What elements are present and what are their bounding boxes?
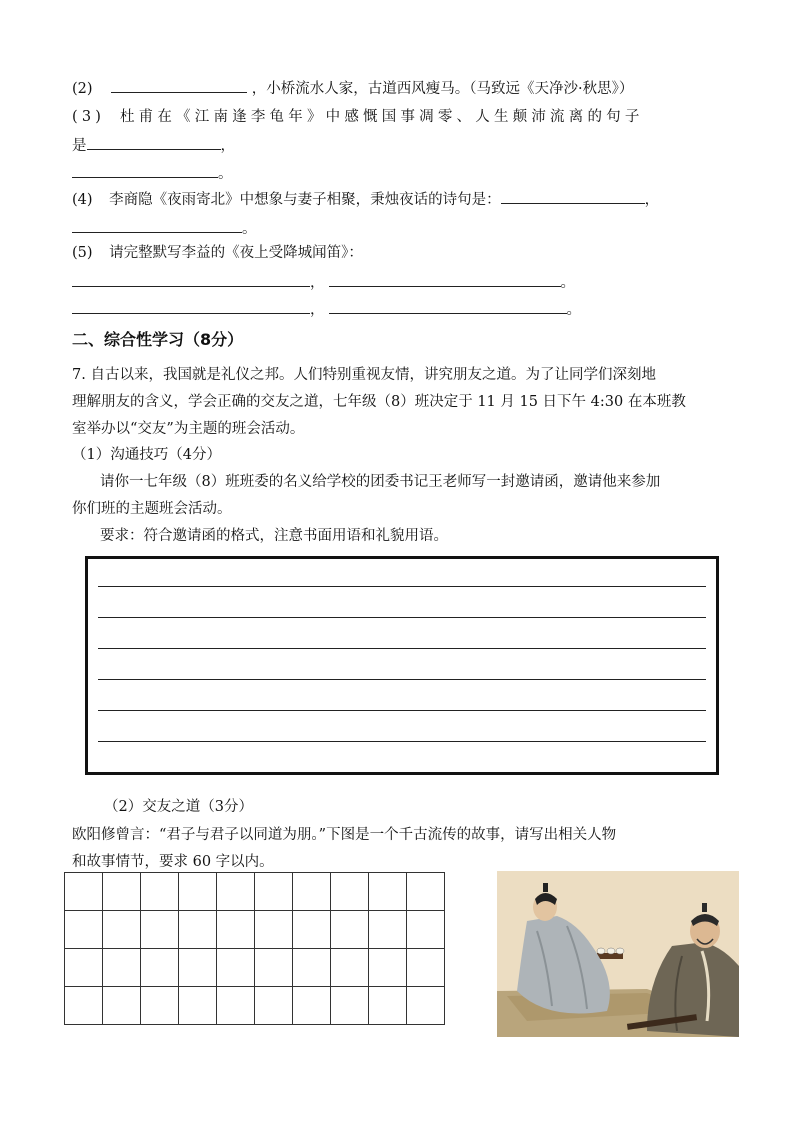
q5-text: 请完整默写李益的《夜上受降城闻笛》： [109,245,363,261]
q4-end: 。 [242,221,257,237]
q5-end-1: 。 [560,275,575,291]
q5-blank-2[interactable] [329,272,561,287]
q4-comma: ， [644,192,660,208]
q2-text: ，小桥流水人家，古道西风瘦马。（马致远《天净沙·秋思》） [251,81,634,97]
q2-blank[interactable] [111,78,247,93]
writing-line [98,679,706,680]
q3-blank-2[interactable] [72,163,218,178]
q3-line3 [72,163,233,184]
q5-blank-1[interactable] [72,272,310,287]
q7-line-2: 理解朋友的含义，学会正确的交友之道，七年级（8）班决定于 11 月 15 日下午 4:30 在本班教 [72,394,686,410]
q3-comma: ， [220,138,235,154]
q5-comma-2: ， [310,302,325,318]
q5-blank-4[interactable] [329,299,567,314]
part2-title: （2）交友之道（3分） [104,799,253,815]
writing-line [98,617,706,618]
q5-number: (5) [72,245,93,261]
q4-blank-1[interactable] [501,189,645,204]
part2-line-2: 和故事情节，要求 60 字以内。 [72,854,274,870]
q5-end-2: 。 [566,302,581,318]
q2-line [72,78,633,99]
q2-number: (2) [72,81,93,97]
answer-grid[interactable] [64,872,445,1025]
section-title: 二、综合性学习（8分） [72,330,244,349]
q5-blank-3[interactable] [72,299,310,314]
writing-line [98,648,706,649]
part1-requirement: 要求：符合邀请函的格式，注意书面用语和礼貌用语。 [100,528,448,544]
part1-title: （1）沟通技巧（4分） [72,447,221,463]
q3-number: (3) [72,109,106,125]
story-illustration [497,871,739,1037]
q3-blank-1[interactable] [87,135,221,150]
q7-line-3: 室举办以“交友”为主题的班会活动。 [72,421,305,437]
q3-text: 杜甫在《江南逢李龟年》中感慨国事凋零、人生颠沛流离的句子 [119,109,644,125]
q7-line-1: 7. 自古以来，我国就是礼仪之邦。人们特别重视友情，讲究朋友之道。为了让同学们深刻地 [72,367,656,383]
writing-line [98,710,706,711]
q3-prefix: 是 [72,138,87,154]
q3-end: 。 [218,166,233,182]
part1-line-2: 你们班的主题班会活动。 [72,501,232,517]
q4-number: (4) [72,192,93,208]
writing-line [98,741,706,742]
q3-line [72,107,644,127]
q4-blank-2[interactable] [72,218,242,233]
q5-line3 [72,299,581,320]
writing-line [98,586,706,587]
q5-comma-1: ， [310,275,325,291]
part2-line-1: 欧阳修曾言：“君子与君子以同道为朋。”下图是一个千古流传的故事，请写出相关人物 [72,827,617,843]
q5-line2 [72,272,575,293]
q4-line [72,189,659,210]
q5-line [72,243,363,263]
q4-line2 [72,218,257,239]
part1-line-1: 请你一七年级（8）班班委的名义给学校的团委书记王老师写一封邀请函，邀请他来参加 [100,474,661,490]
q4-text: 李商隐《夜雨寄北》中想象与妻子相聚，秉烛夜话的诗句是： [109,192,501,208]
invitation-writing-box[interactable] [85,556,719,775]
q3-line2 [72,135,235,156]
